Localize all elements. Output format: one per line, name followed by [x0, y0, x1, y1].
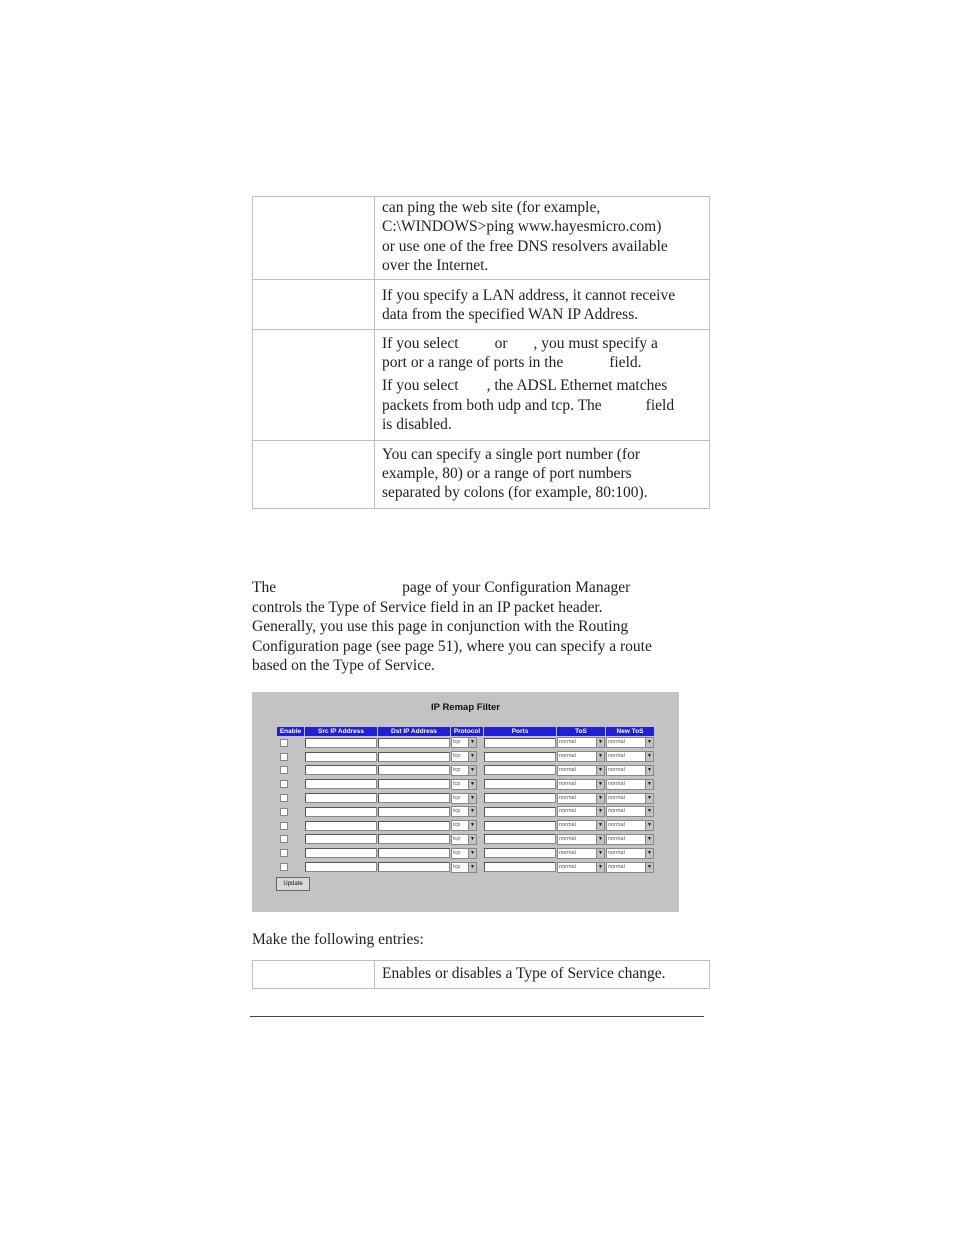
src-ip-input[interactable] — [305, 862, 377, 872]
row-text-line: If you specify a LAN address, it cannot receive — [382, 287, 676, 305]
chevron-down-icon: ▼ — [596, 821, 604, 830]
enable-checkbox[interactable] — [280, 808, 288, 816]
table-row — [253, 329, 710, 440]
ports-input[interactable] — [484, 848, 556, 858]
src-ip-input[interactable] — [305, 834, 377, 844]
update-button[interactable]: Update — [276, 877, 310, 891]
src-ip-input[interactable] — [305, 807, 377, 817]
follow-text: Make the following entries: — [252, 931, 424, 948]
tos-select[interactable]: normal ▼ — [557, 765, 605, 776]
col-header: Src IP Address — [305, 727, 377, 736]
dst-ip-input[interactable] — [378, 738, 450, 748]
protocol-select[interactable]: tcp ▼ — [451, 751, 477, 762]
ports-input[interactable] — [484, 738, 556, 748]
tos-select[interactable]: normal ▼ — [557, 862, 605, 873]
new-tos-select[interactable]: normal ▼ — [606, 737, 654, 748]
chevron-down-icon: ▼ — [468, 738, 476, 747]
dst-ip-input[interactable] — [378, 807, 450, 817]
ports-input[interactable] — [484, 834, 556, 844]
row-text-line: or use one of the free DNS resolvers available — [382, 237, 668, 255]
filter-row — [277, 764, 654, 778]
chevron-down-icon: ▼ — [645, 821, 653, 830]
chevron-down-icon: ▼ — [468, 780, 476, 789]
chevron-down-icon: ▼ — [596, 863, 604, 872]
new-tos-select[interactable]: normal ▼ — [606, 793, 654, 804]
src-ip-input[interactable] — [305, 765, 377, 775]
filter-row — [277, 833, 654, 847]
chevron-down-icon: ▼ — [645, 794, 653, 803]
row-text-line: can ping the web site (for example, — [382, 199, 601, 216]
new-tos-select[interactable]: normal ▼ — [606, 779, 654, 790]
filter-row — [277, 777, 654, 791]
ip-remap-filter-screenshot — [252, 692, 679, 912]
table-row — [253, 440, 710, 508]
tos-select[interactable]: normal ▼ — [557, 820, 605, 831]
chevron-down-icon: ▼ — [468, 794, 476, 803]
row-text-line: You can specify a single port number (for — [382, 445, 640, 463]
protocol-select[interactable]: tcp ▼ — [451, 806, 477, 817]
new-tos-select[interactable]: normal ▼ — [606, 806, 654, 817]
protocol-select[interactable]: tcp ▼ — [451, 834, 477, 845]
enable-checkbox[interactable] — [280, 739, 288, 747]
row-text-line: separated by colons (for example, 80:100). — [382, 484, 648, 502]
dst-ip-input[interactable] — [378, 848, 450, 858]
chevron-down-icon: ▼ — [596, 752, 604, 761]
enable-description: Enables or disables a Type of Service change. — [375, 961, 710, 989]
protocol-select[interactable]: tcp ▼ — [451, 779, 477, 790]
col-header: Enable — [277, 727, 304, 736]
tos-select[interactable]: normal ▼ — [557, 793, 605, 804]
new-tos-select[interactable]: normal ▼ — [606, 820, 654, 831]
new-tos-select[interactable]: normal ▼ — [606, 751, 654, 762]
tos-select[interactable]: normal ▼ — [557, 779, 605, 790]
dst-ip-input[interactable] — [378, 862, 450, 872]
chevron-down-icon: ▼ — [645, 807, 653, 816]
chevron-down-icon: ▼ — [645, 766, 653, 775]
ports-input[interactable] — [484, 765, 556, 775]
filter-row — [277, 860, 654, 874]
tos-select[interactable]: normal ▼ — [557, 737, 605, 748]
chevron-down-icon: ▼ — [468, 766, 476, 775]
enable-checkbox[interactable] — [280, 794, 288, 802]
chevron-down-icon: ▼ — [645, 863, 653, 872]
chevron-down-icon: ▼ — [596, 835, 604, 844]
chevron-down-icon: ▼ — [596, 794, 604, 803]
protocol-select[interactable]: tcp ▼ — [451, 793, 477, 804]
definition-table — [252, 196, 710, 509]
footer-rule — [250, 1016, 704, 1017]
chevron-down-icon: ▼ — [645, 849, 653, 858]
chevron-down-icon: ▼ — [596, 780, 604, 789]
table-row — [253, 280, 710, 330]
src-ip-input[interactable] — [305, 793, 377, 803]
ports-input[interactable] — [484, 793, 556, 803]
row-text-line: C:\WINDOWS>ping www.hayesmicro.com) — [382, 218, 662, 236]
chevron-down-icon: ▼ — [468, 821, 476, 830]
entries-table — [252, 960, 710, 989]
tos-select[interactable]: normal ▼ — [557, 848, 605, 859]
chevron-down-icon: ▼ — [596, 807, 604, 816]
dst-ip-input[interactable] — [378, 765, 450, 775]
enable-checkbox[interactable] — [280, 780, 288, 788]
protocol-select[interactable]: tcp ▼ — [451, 862, 477, 873]
protocol-select[interactable]: tcp ▼ — [451, 765, 477, 776]
new-tos-select[interactable]: normal ▼ — [606, 765, 654, 776]
dst-ip-input[interactable] — [378, 821, 450, 831]
enable-checkbox[interactable] — [280, 863, 288, 871]
dst-ip-input[interactable] — [378, 793, 450, 803]
dst-ip-input[interactable] — [378, 752, 450, 762]
new-tos-select[interactable]: normal ▼ — [606, 862, 654, 873]
chevron-down-icon: ▼ — [596, 849, 604, 858]
src-ip-input[interactable] — [305, 779, 377, 789]
enable-checkbox[interactable] — [280, 849, 288, 857]
src-ip-input[interactable] — [305, 848, 377, 858]
ports-input[interactable] — [484, 807, 556, 817]
ports-input[interactable] — [484, 862, 556, 872]
table-row — [253, 197, 710, 280]
dst-ip-input[interactable] — [378, 779, 450, 789]
tos-select[interactable]: normal ▼ — [557, 806, 605, 817]
intro-paragraph: The page of your Configuration Manager controls the Type of Service field in an IP packet header. Generally, you use this page in conjunction with the Routing Configuration page (see page 51), where you can specify a route based on the Type of Service. — [252, 579, 652, 674]
chevron-down-icon: ▼ — [645, 752, 653, 761]
chevron-down-icon: ▼ — [596, 738, 604, 747]
chevron-down-icon: ▼ — [468, 807, 476, 816]
figure-title: IP Remap Filter — [431, 702, 500, 713]
protocol-select[interactable]: tcp ▼ — [451, 737, 477, 748]
chevron-down-icon: ▼ — [468, 752, 476, 761]
chevron-down-icon: ▼ — [468, 849, 476, 858]
enable-checkbox[interactable] — [280, 753, 288, 761]
col-header: ToS — [557, 727, 605, 736]
filter-row — [277, 846, 654, 860]
src-ip-input[interactable] — [305, 738, 377, 748]
chevron-down-icon: ▼ — [468, 835, 476, 844]
enable-checkbox[interactable] — [280, 766, 288, 774]
chevron-down-icon: ▼ — [645, 835, 653, 844]
tos-select[interactable]: normal ▼ — [557, 834, 605, 845]
col-header: Protocol — [451, 727, 483, 736]
ports-input[interactable] — [484, 821, 556, 831]
filter-row — [277, 805, 654, 819]
filter-row — [277, 750, 654, 764]
src-ip-input[interactable] — [305, 752, 377, 762]
col-header: Ports — [484, 727, 556, 736]
col-header: New ToS — [606, 727, 654, 736]
protocol-select[interactable]: tcp ▼ — [451, 820, 477, 831]
ports-input[interactable] — [484, 779, 556, 789]
src-ip-input[interactable] — [305, 821, 377, 831]
filter-row — [277, 819, 654, 833]
new-tos-select[interactable]: normal ▼ — [606, 848, 654, 859]
chevron-down-icon: ▼ — [645, 780, 653, 789]
filter-row — [277, 736, 654, 750]
col-header: Dst IP Address — [378, 727, 450, 736]
row-text-line: over the Internet. — [382, 256, 489, 274]
new-tos-select[interactable]: normal ▼ — [606, 834, 654, 845]
table-row — [253, 961, 710, 989]
protocol-paragraph-2: If you select , the ADSL Ethernet matches packets from both udp and tcp. The field is disabled. — [382, 377, 675, 433]
chevron-down-icon: ▼ — [645, 738, 653, 747]
dst-ip-input[interactable] — [378, 834, 450, 844]
protocol-select[interactable]: tcp ▼ — [451, 848, 477, 859]
enable-checkbox[interactable] — [280, 822, 288, 830]
tos-select[interactable]: normal ▼ — [557, 751, 605, 762]
chevron-down-icon: ▼ — [596, 766, 604, 775]
row-text-line: example, 80) or a range of port numbers — [382, 465, 632, 483]
filter-table — [276, 727, 655, 874]
ports-input[interactable] — [484, 752, 556, 762]
protocol-paragraph-1: If you select or , you must specify a port or a range of ports in the field. — [382, 334, 658, 372]
filter-row — [277, 791, 654, 805]
chevron-down-icon: ▼ — [468, 863, 476, 872]
row-text-line: data from the specified WAN IP Address. — [382, 306, 639, 324]
enable-checkbox[interactable] — [280, 835, 288, 843]
